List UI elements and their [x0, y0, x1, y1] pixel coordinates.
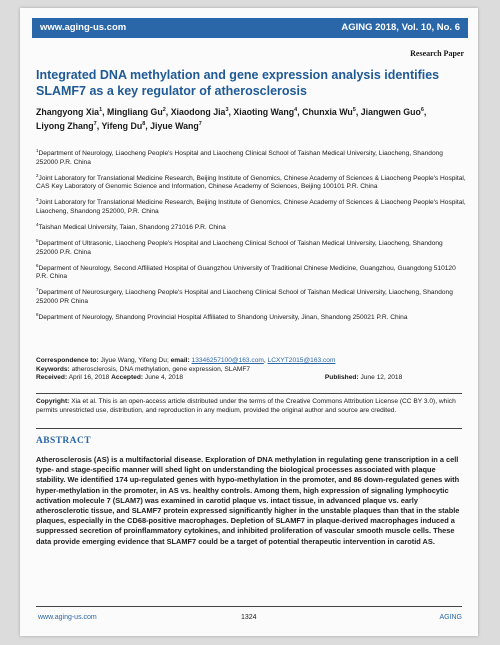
header-journal-citation: AGING 2018, Vol. 10, No. 6 [341, 22, 460, 33]
journal-header-bar [32, 18, 468, 38]
received-label: Received: [36, 374, 68, 382]
affiliation-text: Joint Laboratory for Translational Medicine Research, Beijing Institute of Genomics, Chinese Academy of Sciences & Liaocheng People's Hospital, CAS Key Laboratory of Genomic Science and Information, Chinese Academy of Sciences, Beijing 100101 P.R. China [36, 174, 466, 191]
affiliation-sup: 2 [36, 172, 39, 178]
author-affil-sup: 7 [93, 120, 97, 127]
header-url-link[interactable]: www.aging-us.com [40, 22, 127, 33]
abstract-body: Atherosclerosis (AS) is a multifactorial disease. Exploration of DNA methylation in regulating gene transcription in a cell type- and stage-specific manner will shed light on understanding the biological processes associated with plaque stability. We identified 174 up-regulated genes with hypo-methylation in the promoter, and 86 down-regulated genes with hyper-methylation in the promoter, in AS vs. healthy controls. Among them, high expression of signaling lymphocytic activation molecule 7 (SLAM7) was examined in carotid plaque vs. intact tissue, in advanced plaque vs. early atherosclerotic tissue, and SLAMF7 protein expressed significantly higher in the unstable plaques than that in the stable plaques, especially in the CD68-positive macrophages. Depletion of SLAMF7 in plaque-derived macrophages induced a suppressed secretion of proinflammatory cytokines, and inhibited proliferation of vascular smooth muscle cells. These data provide emerging evidence that SLAMF7 could be a target of potential therapeutic intervention in carotid AS. [36, 455, 460, 546]
author-name: Xiaodong Jia [170, 106, 226, 117]
affiliation-item [36, 172, 466, 192]
author-affil-sup: 3 [225, 107, 229, 113]
affiliation-sup: 5 [36, 237, 39, 243]
author-name: Chunxia Wu [302, 106, 353, 117]
author-name: Zhangyong Xia [36, 106, 100, 117]
affiliation-text: Deparment of Neurology, Second Affiliated Hospital of Guangzhou University of Traditional Chinese Medicine, Guangzhou, Guangdong 510120 P.R. China [36, 264, 456, 281]
correspondence-label: Correspondence to: [36, 357, 99, 364]
author-name: Liyong Zhang [36, 120, 94, 131]
affiliation-sup: 6 [36, 262, 39, 268]
correspondence-names: Jiyue Wang, Yifeng Du; [100, 357, 169, 364]
article-metadata [36, 357, 466, 383]
affiliation-sup: 4 [36, 221, 39, 227]
affiliation-sup: 8 [36, 311, 39, 317]
author-name: Jiyue Wang [150, 120, 199, 131]
paper-title: Integrated DNA methylation and gene expression analysis identifies SLAMF7 as a key regulator of atherosclerosis [36, 68, 440, 98]
email-link-1[interactable]: 13346257100@163.com [191, 357, 264, 364]
email-label: email: [170, 357, 190, 364]
affiliation-text: Joint Laboratory for Translational Medicine Research, Beijing Institute of Genomics, Chinese Academy of Sciences & Liaocheng People's Hospital, Liaocheng, Shandong 252000, P.R. China [36, 199, 466, 215]
affiliation-item [36, 311, 466, 323]
affiliation-sup: 7 [36, 287, 39, 293]
copyright-label: Copyright: [36, 398, 70, 405]
affiliation-text: Taishan Medical University, Taian, Shandong 271016 P.R. China [38, 223, 226, 231]
affiliation-text: Department of Neurology, Liaocheng People's Hospital and Liaocheng Clinical School of Taishan Medical University, Liaocheng, Shandong 252000 P.R. China [36, 150, 443, 166]
affiliation-item [36, 147, 466, 167]
affiliation-list [36, 147, 466, 327]
keywords-line [36, 366, 466, 375]
correspondence-line: Correspondence to: Jiyue Wang, Yifeng Du; email: 13346257100@163.com, LCXYT2015@163.com [36, 357, 336, 364]
published-label: Published: [324, 374, 359, 382]
footer-url-link[interactable]: www.aging-us.com [38, 614, 97, 621]
email-link-2[interactable]: LCXYT2015@163.com [267, 357, 336, 364]
affiliation-item [36, 286, 466, 306]
accepted-date: June 4, 2018 [144, 374, 184, 382]
author-name: Mingliang Gu [107, 106, 163, 117]
affiliation-text: Department of Neurology, Shandong Provincial Hospital Affiliated to Shandong University, Jinan, Shandong 250021 P.R. China [38, 313, 408, 321]
author-affil-sup: 5 [352, 107, 356, 113]
published-date: June 12, 2018 [360, 374, 403, 382]
affiliation-sup: 1 [36, 148, 39, 153]
affiliation-item [36, 237, 466, 257]
footer-journal-name: AGING [439, 614, 462, 621]
author-affil-sup: 1 [99, 107, 103, 113]
author-affil-sup: 4 [294, 107, 298, 113]
copyright-text: Xia et al. This is an open-access article distributed under the terms of the Creative Commons Attribution License (CC BY 3.0), which permits unrestricted use, distribution, and reproduction in any medium, provided the original author and source are credited. [36, 398, 456, 414]
divider [36, 428, 462, 429]
author-list: Zhangyong Xia$^1$, Mingliang Gu$^2$, Xiaodong Jia$^3$, Xiaoting Wang$^4$, Chunxia Wu$^5$, Jiangwen Guo$^6$, Liyong Zhang$^7$, Yifeng Du$^8$, Jiyue Wang$^7$ [36, 106, 427, 131]
affiliation-item [36, 196, 466, 216]
dates-line [36, 374, 466, 383]
affiliation-text: Department of Neurosurgery, Liaocheng People's Hospital and Liaocheng Clinical School of Taishan Medical University, Liaocheng, Shandong 252000 PR China [36, 289, 453, 305]
divider [36, 606, 462, 607]
received-date: April 16, 2018 [68, 374, 110, 382]
keywords-label: Keywords: [36, 365, 70, 373]
page-number: 1324 [241, 614, 257, 621]
author-affil-sup: 7 [198, 120, 202, 127]
author-name: Jiangwen Guo [360, 106, 421, 117]
affiliation-text: Department of Ultrasonic, Liaocheng People's Hospital and Liaocheng Clinical School of Taishan Medical University, Liaocheng, Shandong 252000 P.R. China [36, 240, 443, 256]
paper-page [20, 8, 478, 636]
author-name: Xiaoting Wang [233, 106, 295, 117]
affiliation-item [36, 221, 466, 233]
affiliation-sup: 3 [36, 197, 39, 203]
author-affil-sup: 8 [142, 120, 146, 127]
divider [36, 393, 462, 394]
author-affil-sup: 6 [420, 107, 424, 113]
copyright-notice [36, 398, 466, 415]
article-type-label: Research Paper [410, 49, 464, 58]
affiliation-item [36, 262, 466, 282]
keywords-text: atherosclerosis, DNA methylation, gene expression, SLAMF7 [71, 365, 251, 373]
author-name: Yifeng Du [101, 120, 143, 131]
author-affil-sup: 2 [162, 107, 166, 113]
abstract-heading: ABSTRACT [36, 436, 91, 446]
accepted-label: Accepted: [111, 374, 144, 382]
